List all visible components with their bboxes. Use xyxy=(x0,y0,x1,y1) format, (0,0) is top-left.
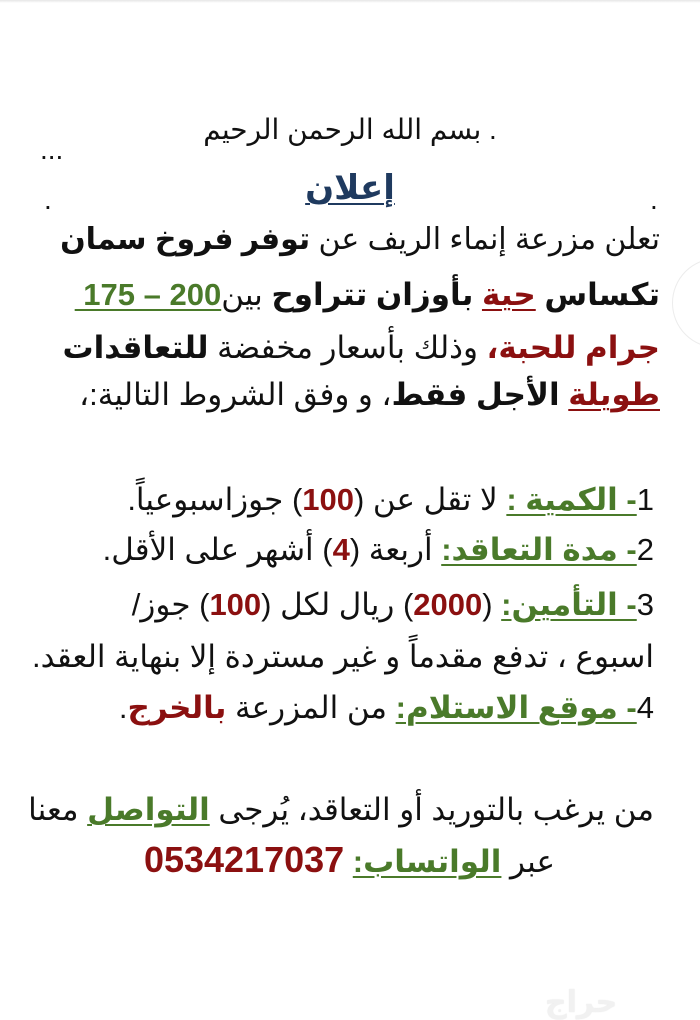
location-highlight: بالخرج xyxy=(127,690,227,725)
intro-line-2 xyxy=(75,275,660,315)
contact-line-2 xyxy=(144,840,555,882)
contact-line-1 xyxy=(28,790,654,830)
ellipsis: ... xyxy=(40,134,64,165)
condition-value: 4 xyxy=(332,532,350,567)
condition-label: - التأمين: xyxy=(501,587,637,622)
condition-text: . xyxy=(118,690,128,725)
condition-text: ) ريال لكل ( xyxy=(261,587,414,622)
condition-value-2: 100 xyxy=(209,587,262,622)
contact-highlight: التواصل xyxy=(87,792,210,827)
intro-line-4 xyxy=(79,375,660,415)
condition-text: أربعة ( xyxy=(349,532,442,567)
intro-text: تكساس xyxy=(535,277,660,312)
condition-text: ) جوزاسبوعياً. xyxy=(127,482,303,517)
condition-value: 2000 xyxy=(413,587,483,622)
intro-highlight: توفر فروخ سمان xyxy=(60,223,311,256)
weight-range: 175 – 200 xyxy=(74,277,222,312)
long-term-highlight: طويلة xyxy=(568,377,660,412)
live-highlight: حية xyxy=(481,277,536,312)
intro-text: بين xyxy=(221,277,272,312)
condition-text: ) أشهر على الأقل. xyxy=(102,532,333,567)
condition-duration xyxy=(103,530,654,570)
whatsapp-label: الواتساب: xyxy=(352,844,502,879)
condition-label: - موقع الاستلام: xyxy=(395,690,637,725)
haraj-watermark: حراج xyxy=(545,986,618,1019)
condition-deposit-continuation: اسبوع ، تدفع مقدماً و غير مستردة إلا بنهاية العقد. xyxy=(31,639,654,674)
intro-line-3 xyxy=(62,328,660,368)
contracts-highlight: للتعاقدات xyxy=(62,330,209,365)
intro-text: وذلك بأسعار مخفضة xyxy=(208,330,487,365)
page-title: إعلان xyxy=(305,169,395,207)
condition-label: - مدة التعاقد: xyxy=(441,532,637,567)
circle-artifact xyxy=(672,258,700,348)
condition-number: 4 xyxy=(636,690,654,725)
condition-value: 100 xyxy=(302,482,354,517)
top-edge-shadow xyxy=(0,0,700,3)
intro-text: بأوزان تتراوح xyxy=(271,277,482,312)
dot-left: . xyxy=(44,184,52,215)
contact-text: عبر xyxy=(501,844,555,879)
condition-pickup-location xyxy=(119,688,654,728)
condition-quantity xyxy=(127,480,654,520)
contact-text: معنا xyxy=(28,792,88,827)
condition-number: 1 xyxy=(636,482,654,517)
condition-text: لا تقل عن ( xyxy=(354,482,507,517)
condition-text: ) جوز/ xyxy=(131,587,210,622)
intro-text: تعلن مزرعة إنماء الريف عن xyxy=(310,223,660,256)
intro-text: الأجل فقط xyxy=(391,377,569,412)
phone-number: 0534217037 xyxy=(143,839,345,880)
condition-number: 2 xyxy=(636,532,654,567)
contact-text: من يرغب بالتوريد أو التعاقد، يُرجى xyxy=(209,792,654,827)
per-piece-highlight: جرام للحبة، xyxy=(486,330,660,365)
condition-label: - الكمية : xyxy=(506,482,637,517)
intro-line-1 xyxy=(60,220,660,260)
condition-text: من المزرعة xyxy=(226,690,396,725)
condition-number: 3 xyxy=(636,587,654,622)
intro-text: ، و وفق الشروط التالية:، xyxy=(79,377,392,412)
condition-text: ( xyxy=(482,587,502,622)
condition-deposit xyxy=(132,585,654,625)
basmala: . بسم الله الرحمن الرحيم xyxy=(203,114,497,145)
dot-right: . xyxy=(650,184,658,215)
